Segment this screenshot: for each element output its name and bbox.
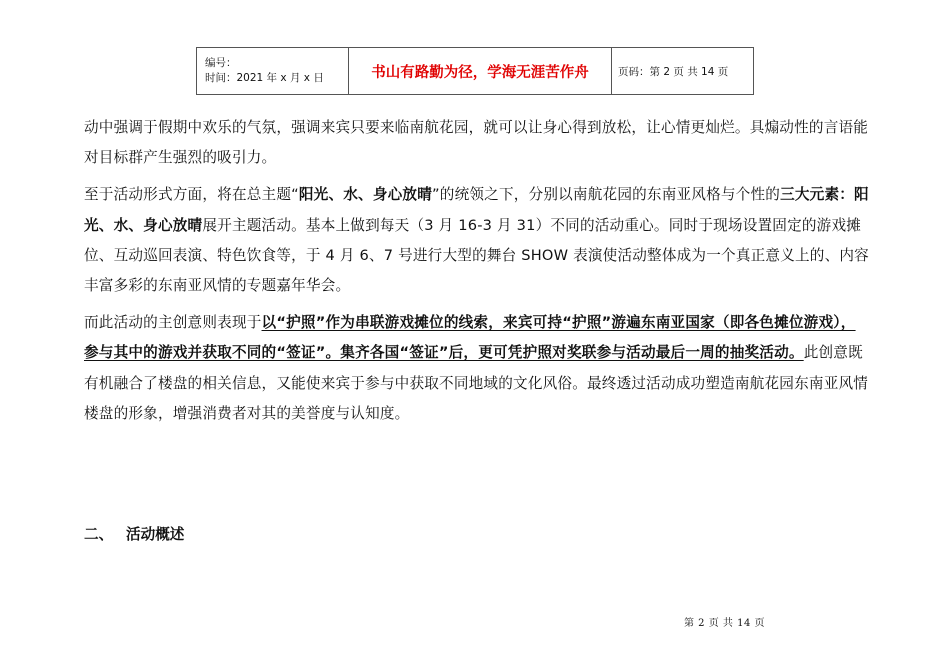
section-heading bbox=[84, 524, 184, 546]
time-label: 时间：2021 年 x 月 x 日 bbox=[205, 72, 324, 84]
paragraph-2-text-c: ”的统领之下，分别以南航花园的东南亚风格与个性的 bbox=[432, 186, 781, 204]
passport-idea-emphasis: 以“护照”作为串联游戏摊位的线索，来宾可持“护照”游遍东南亚国家（即各色摊位游戏），参与其中的游戏并获取不同的“签证”。集齐各国“签证”后，更可凭护照对奖联参与活动最后一周的抽奖活动。 bbox=[84, 314, 856, 362]
paragraph-2 bbox=[84, 180, 870, 301]
theme-emphasis: 阳光、水、身心放晴 bbox=[298, 186, 433, 204]
paragraph-3-text-c: 此创意既有机融合了楼盘的相关信息，又能使来宾于参与中获取不同地域的文化风俗。最终透过活动成功塑造南航花园东南亚风情楼盘的形象，增强消费者对其的美誉度与认知度。 bbox=[84, 344, 869, 422]
header-meta-cell bbox=[197, 48, 349, 95]
section-number: 二、 bbox=[84, 526, 114, 543]
paragraph-2-text-a: 至于活动形式方面，将在总主题“ bbox=[84, 186, 299, 204]
header-table bbox=[196, 47, 754, 95]
paragraph-1 bbox=[84, 113, 870, 173]
paragraph-1-text: 动中强调于假期中欢乐的气氛，强调来宾只要来临南航花园，就可以让身心得到放松，让心情更灿烂。具煽动性的言语能对目标群产生强烈的吸引力。 bbox=[84, 119, 869, 167]
paragraph-2-text-e: 展开主题活动。基本上做到每天（3 月 16-3 月 31）不同的活动重心。同时于现场设置固定的游戏摊位、互动巡回表演、特色饮食等，于 4 月 6、7 号进行大型的舞台 SHOW 表演使活动整体成为一个真正意义上的、内容丰富多彩的东南亚风情的专题嘉年华会。 bbox=[84, 216, 869, 295]
header-page-label: 页码：第 2 页 共 14 页 bbox=[612, 48, 754, 95]
three-elements-emphasis: 三大元素：阳光、水、身心放晴 bbox=[84, 186, 869, 234]
document-body bbox=[84, 113, 870, 429]
page-footer: 第 2 页 共 14 页 bbox=[684, 618, 765, 629]
paragraph-3 bbox=[84, 308, 870, 429]
header-motto: 书山有路勤为径，学海无涯苦作舟 bbox=[349, 48, 612, 95]
number-label: 编号： bbox=[205, 57, 237, 69]
paragraph-3-text-a: 而此活动的主创意则表现于 bbox=[84, 314, 262, 332]
section-title: 活动概述 bbox=[126, 526, 185, 543]
